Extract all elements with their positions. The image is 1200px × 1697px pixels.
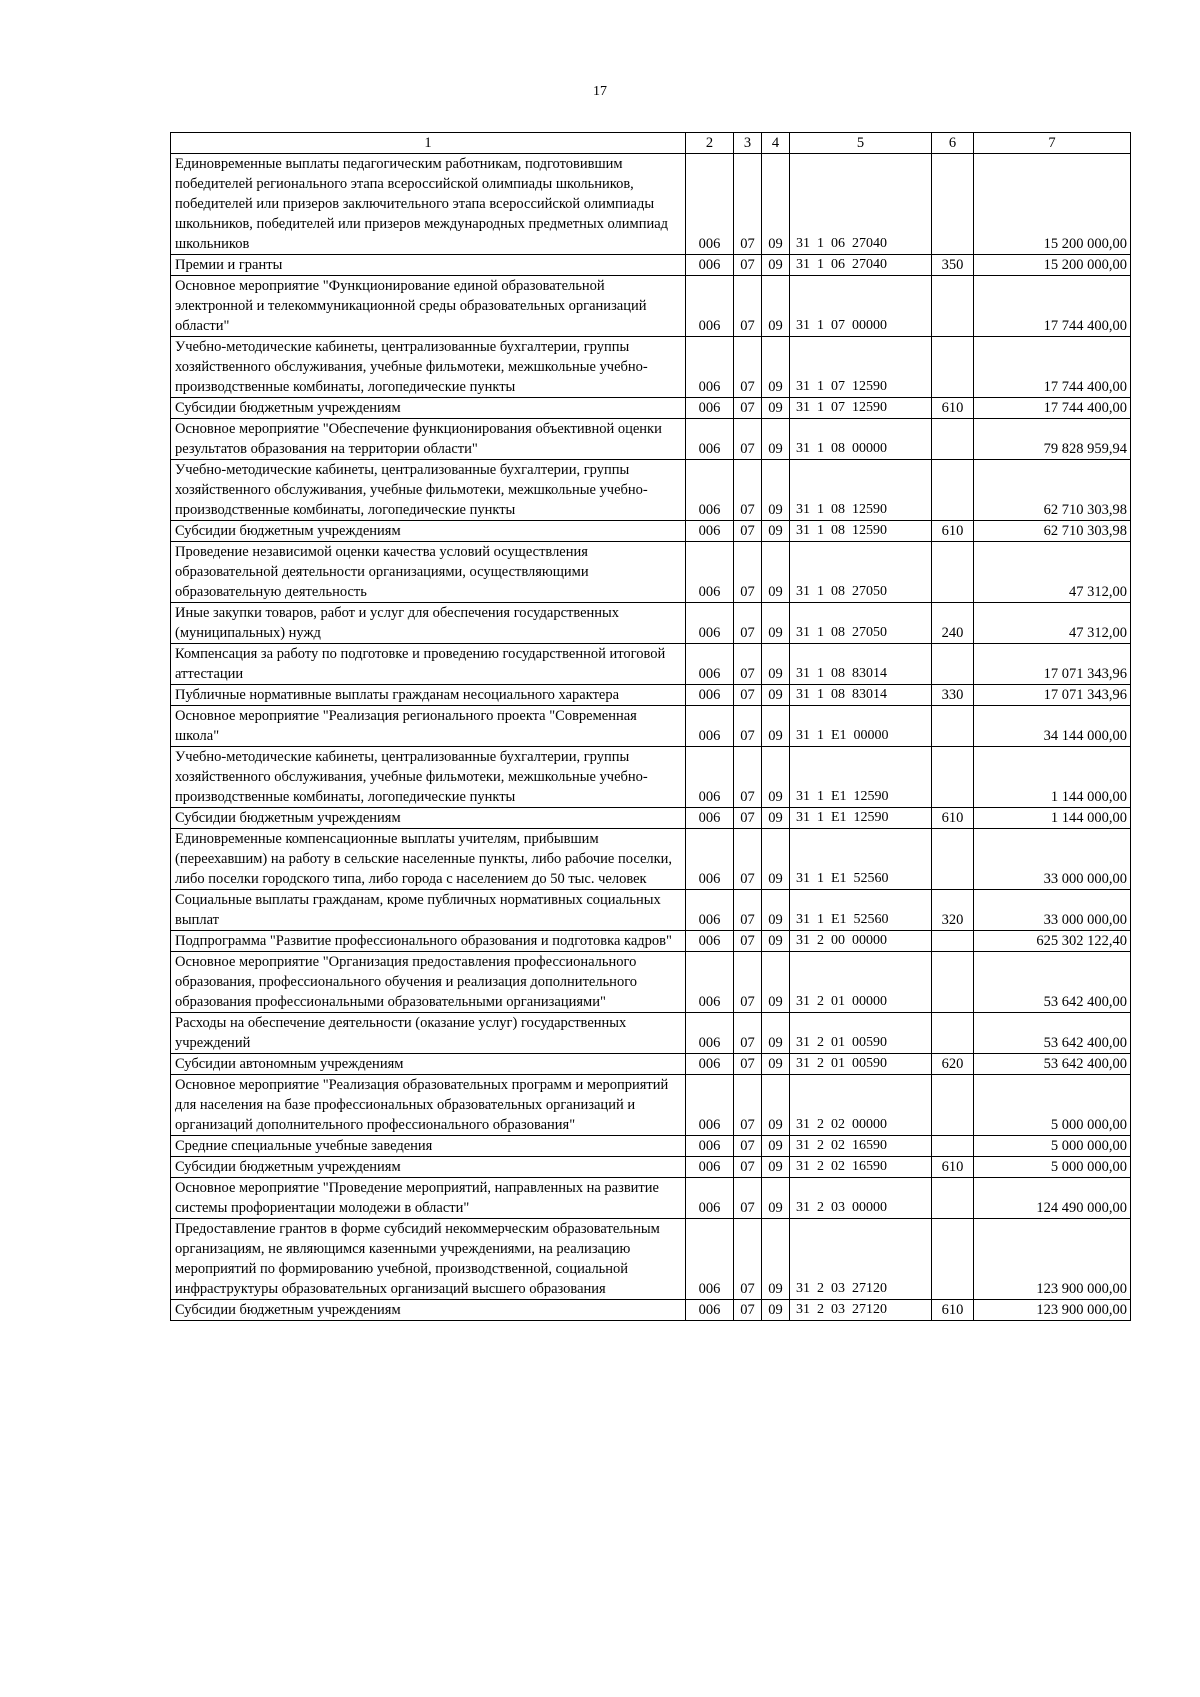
row-pr-cell: 09: [762, 1136, 790, 1157]
row-rz-cell: 07: [734, 706, 762, 747]
row-vr-cell: 610: [932, 808, 974, 829]
row-rz-cell: 07: [734, 1136, 762, 1157]
row-amount-cell: 33 000 000,00: [974, 829, 1131, 890]
page-number: 17: [593, 84, 607, 99]
row-name-cell: Учебно-методические кабинеты, централизованные бухгалтерии, группы хозяйственного обслуживания, учебные фильмотеки, межшкольные учебно-производственные комбинаты, логопедические пункты: [171, 747, 686, 808]
header-cell: 5: [790, 133, 932, 154]
row-name-cell: Основное мероприятие "Реализация регионального проекта "Современная школа": [171, 706, 686, 747]
budget-table: [170, 132, 1131, 1321]
table-row: [171, 460, 1131, 521]
row-gr-cell: 006: [686, 931, 734, 952]
row-csr-cell: 31 1 06 27040: [790, 255, 932, 276]
row-amount-cell: 17 744 400,00: [974, 276, 1131, 337]
row-gr-cell: 006: [686, 154, 734, 255]
row-name-cell: Учебно-методические кабинеты, централизованные бухгалтерии, группы хозяйственного обслуживания, учебные фильмотеки, межшкольные учебно-производственные комбинаты, логопедические пункты: [171, 337, 686, 398]
row-name-cell: Предоставление грантов в форме субсидий некоммерческим образовательным организациям, не являющимся казенными учреждениями, на реализацию мероприятий по формированию учебной, производственной, социальной инфраструктуры образовательных организаций высшего образования: [171, 1219, 686, 1300]
row-name-cell: Основное мероприятие "Реализация образовательных программ и мероприятий для населения на базе профессиональных образовательных организаций и организаций дополнительного профессионального образования": [171, 1075, 686, 1136]
row-rz-cell: 07: [734, 337, 762, 398]
row-vr-cell: 610: [932, 1157, 974, 1178]
row-csr-cell: 31 1 08 27050: [790, 542, 932, 603]
row-pr-cell: 09: [762, 154, 790, 255]
row-vr-cell: [932, 931, 974, 952]
row-gr-cell: 006: [686, 1013, 734, 1054]
row-name-cell: Субсидии бюджетным учреждениям: [171, 521, 686, 542]
row-vr-cell: [932, 644, 974, 685]
row-gr-cell: 006: [686, 521, 734, 542]
row-rz-cell: 07: [734, 808, 762, 829]
row-gr-cell: 006: [686, 1157, 734, 1178]
row-gr-cell: 006: [686, 1136, 734, 1157]
row-gr-cell: 006: [686, 808, 734, 829]
row-gr-cell: 006: [686, 706, 734, 747]
row-pr-cell: 09: [762, 460, 790, 521]
header-cell: 7: [974, 133, 1131, 154]
row-gr-cell: 006: [686, 1219, 734, 1300]
table-row: [171, 603, 1131, 644]
row-name-cell: Субсидии бюджетным учреждениям: [171, 398, 686, 419]
row-pr-cell: 09: [762, 1300, 790, 1321]
row-pr-cell: 09: [762, 398, 790, 419]
row-pr-cell: 09: [762, 542, 790, 603]
row-gr-cell: 006: [686, 460, 734, 521]
row-pr-cell: 09: [762, 952, 790, 1013]
row-rz-cell: 07: [734, 685, 762, 706]
row-vr-cell: [932, 542, 974, 603]
row-rz-cell: 07: [734, 931, 762, 952]
row-amount-cell: 17 744 400,00: [974, 337, 1131, 398]
row-amount-cell: 5 000 000,00: [974, 1157, 1131, 1178]
row-csr-cell: 31 2 02 16590: [790, 1136, 932, 1157]
row-rz-cell: 07: [734, 154, 762, 255]
row-csr-cell: 31 1 E1 12590: [790, 747, 932, 808]
row-vr-cell: 610: [932, 1300, 974, 1321]
row-amount-cell: 53 642 400,00: [974, 1054, 1131, 1075]
row-name-cell: Основное мероприятие "Проведение мероприятий, направленных на развитие системы профориентации молодежи в области": [171, 1178, 686, 1219]
row-amount-cell: 625 302 122,40: [974, 931, 1131, 952]
row-csr-cell: 31 2 02 16590: [790, 1157, 932, 1178]
table-row: [171, 952, 1131, 1013]
row-pr-cell: 09: [762, 685, 790, 706]
row-pr-cell: 09: [762, 747, 790, 808]
row-pr-cell: 09: [762, 337, 790, 398]
row-gr-cell: 006: [686, 255, 734, 276]
row-csr-cell: 31 2 03 00000: [790, 1178, 932, 1219]
row-pr-cell: 09: [762, 644, 790, 685]
row-pr-cell: 09: [762, 1054, 790, 1075]
row-gr-cell: 006: [686, 1075, 734, 1136]
row-rz-cell: 07: [734, 829, 762, 890]
row-csr-cell: 31 1 E1 52560: [790, 829, 932, 890]
row-amount-cell: 53 642 400,00: [974, 1013, 1131, 1054]
row-amount-cell: 62 710 303,98: [974, 460, 1131, 521]
row-amount-cell: 5 000 000,00: [974, 1075, 1131, 1136]
row-name-cell: Социальные выплаты гражданам, кроме публичных нормативных социальных выплат: [171, 890, 686, 931]
row-amount-cell: 17 071 343,96: [974, 644, 1131, 685]
row-gr-cell: 006: [686, 398, 734, 419]
row-pr-cell: 09: [762, 1013, 790, 1054]
row-gr-cell: 006: [686, 1300, 734, 1321]
row-name-cell: Подпрограмма "Развитие профессионального образования и подготовка кадров": [171, 931, 686, 952]
row-rz-cell: 07: [734, 255, 762, 276]
row-vr-cell: [932, 460, 974, 521]
row-vr-cell: [932, 829, 974, 890]
row-name-cell: Учебно-методические кабинеты, централизованные бухгалтерии, группы хозяйственного обслуживания, учебные фильмотеки, межшкольные учебно-производственные комбинаты, логопедические пункты: [171, 460, 686, 521]
row-gr-cell: 006: [686, 276, 734, 337]
table-row: [171, 1054, 1131, 1075]
row-name-cell: Субсидии бюджетным учреждениям: [171, 1157, 686, 1178]
row-name-cell: Основное мероприятие "Обеспечение функционирования объективной оценки результатов образования на территории области": [171, 419, 686, 460]
row-pr-cell: 09: [762, 706, 790, 747]
row-rz-cell: 07: [734, 890, 762, 931]
row-name-cell: Субсидии бюджетным учреждениям: [171, 1300, 686, 1321]
table-row: [171, 1075, 1131, 1136]
row-rz-cell: 07: [734, 276, 762, 337]
row-pr-cell: 09: [762, 829, 790, 890]
table-row: [171, 808, 1131, 829]
row-vr-cell: [932, 1219, 974, 1300]
row-pr-cell: 09: [762, 603, 790, 644]
table-row: [171, 521, 1131, 542]
row-name-cell: Субсидии автономным учреждениям: [171, 1054, 686, 1075]
table-row: [171, 706, 1131, 747]
row-csr-cell: 31 1 E1 52560: [790, 890, 932, 931]
row-vr-cell: 620: [932, 1054, 974, 1075]
row-vr-cell: [932, 1013, 974, 1054]
header-cell: 2: [686, 133, 734, 154]
row-pr-cell: 09: [762, 521, 790, 542]
row-name-cell: Единовременные компенсационные выплаты учителям, прибывшим (переехавшим) на работу в сельские населенные пункты, либо рабочие поселки, либо поселки городского типа, либо города с населением до 50 тыс. человек: [171, 829, 686, 890]
row-pr-cell: 09: [762, 1178, 790, 1219]
row-pr-cell: 09: [762, 931, 790, 952]
table-row: [171, 398, 1131, 419]
row-amount-cell: 15 200 000,00: [974, 154, 1131, 255]
row-gr-cell: 006: [686, 542, 734, 603]
row-name-cell: Компенсация за работу по подготовке и проведению государственной итоговой аттестации: [171, 644, 686, 685]
row-gr-cell: 006: [686, 747, 734, 808]
row-gr-cell: 006: [686, 603, 734, 644]
row-csr-cell: 31 1 08 27050: [790, 603, 932, 644]
row-gr-cell: 006: [686, 419, 734, 460]
row-name-cell: Проведение независимой оценки качества условий осуществления образовательной деятельности организациями, осуществляющими образовательную деятельность: [171, 542, 686, 603]
row-rz-cell: 07: [734, 1178, 762, 1219]
header-cell: 6: [932, 133, 974, 154]
row-name-cell: Иные закупки товаров, работ и услуг для обеспечения государственных (муниципальных) нужд: [171, 603, 686, 644]
row-vr-cell: [932, 952, 974, 1013]
row-gr-cell: 006: [686, 1054, 734, 1075]
row-rz-cell: 07: [734, 398, 762, 419]
row-amount-cell: 17 744 400,00: [974, 398, 1131, 419]
row-name-cell: Премии и гранты: [171, 255, 686, 276]
row-gr-cell: 006: [686, 337, 734, 398]
table-row: [171, 747, 1131, 808]
row-pr-cell: 09: [762, 808, 790, 829]
table-row: [171, 931, 1131, 952]
table-row: [171, 255, 1131, 276]
row-csr-cell: 31 2 03 27120: [790, 1300, 932, 1321]
row-pr-cell: 09: [762, 1157, 790, 1178]
row-csr-cell: 31 1 06 27040: [790, 154, 932, 255]
row-pr-cell: 09: [762, 890, 790, 931]
table-row: [171, 1136, 1131, 1157]
row-amount-cell: 53 642 400,00: [974, 952, 1131, 1013]
header-cell: 4: [762, 133, 790, 154]
table-row: [171, 542, 1131, 603]
row-vr-cell: [932, 337, 974, 398]
row-vr-cell: 320: [932, 890, 974, 931]
row-vr-cell: [932, 1178, 974, 1219]
row-amount-cell: 5 000 000,00: [974, 1136, 1131, 1157]
row-pr-cell: 09: [762, 255, 790, 276]
row-csr-cell: 31 1 08 12590: [790, 521, 932, 542]
table-row: [171, 276, 1131, 337]
row-csr-cell: 31 2 03 27120: [790, 1219, 932, 1300]
row-name-cell: Единовременные выплаты педагогическим работникам, подготовившим победителей регионального этапа всероссийской олимпиады школьников, победителей или призеров заключительного этапа всероссийской олимпиады школьников, победителей или призеров международных предметных олимпиад школьников: [171, 154, 686, 255]
row-rz-cell: 07: [734, 747, 762, 808]
row-csr-cell: 31 1 07 12590: [790, 337, 932, 398]
row-csr-cell: 31 1 08 83014: [790, 685, 932, 706]
row-vr-cell: [932, 747, 974, 808]
row-vr-cell: [932, 154, 974, 255]
row-csr-cell: 31 1 08 83014: [790, 644, 932, 685]
row-vr-cell: [932, 1075, 974, 1136]
row-pr-cell: 09: [762, 276, 790, 337]
row-name-cell: Основное мероприятие "Организация предоставления профессионального образования, профессионального обучения и реализация дополнительного образования профессиональными образовательными организациями": [171, 952, 686, 1013]
row-amount-cell: 62 710 303,98: [974, 521, 1131, 542]
row-rz-cell: 07: [734, 542, 762, 603]
row-csr-cell: 31 1 08 12590: [790, 460, 932, 521]
row-amount-cell: 47 312,00: [974, 542, 1131, 603]
row-vr-cell: 350: [932, 255, 974, 276]
row-name-cell: Средние специальные учебные заведения: [171, 1136, 686, 1157]
row-amount-cell: 123 900 000,00: [974, 1300, 1131, 1321]
table-row: [171, 1178, 1131, 1219]
row-rz-cell: 07: [734, 1013, 762, 1054]
row-vr-cell: [932, 1136, 974, 1157]
row-name-cell: Субсидии бюджетным учреждениям: [171, 808, 686, 829]
row-rz-cell: 07: [734, 1054, 762, 1075]
row-amount-cell: 17 071 343,96: [974, 685, 1131, 706]
row-amount-cell: 15 200 000,00: [974, 255, 1131, 276]
table-header-row: [171, 133, 1131, 154]
row-rz-cell: 07: [734, 419, 762, 460]
row-rz-cell: 07: [734, 952, 762, 1013]
header-cell: 1: [171, 133, 686, 154]
row-pr-cell: 09: [762, 1075, 790, 1136]
row-vr-cell: [932, 276, 974, 337]
row-name-cell: Расходы на обеспечение деятельности (оказание услуг) государственных учреждений: [171, 1013, 686, 1054]
row-gr-cell: 006: [686, 890, 734, 931]
row-vr-cell: [932, 419, 974, 460]
row-vr-cell: [932, 706, 974, 747]
row-vr-cell: 610: [932, 398, 974, 419]
row-amount-cell: 79 828 959,94: [974, 419, 1131, 460]
row-vr-cell: 240: [932, 603, 974, 644]
table-row: [171, 1300, 1131, 1321]
row-gr-cell: 006: [686, 644, 734, 685]
row-csr-cell: 31 1 07 00000: [790, 276, 932, 337]
row-pr-cell: 09: [762, 419, 790, 460]
row-amount-cell: 123 900 000,00: [974, 1219, 1131, 1300]
row-rz-cell: 07: [734, 1300, 762, 1321]
row-csr-cell: 31 1 E1 12590: [790, 808, 932, 829]
row-amount-cell: 34 144 000,00: [974, 706, 1131, 747]
row-rz-cell: 07: [734, 1075, 762, 1136]
table-row: [171, 337, 1131, 398]
table-row: [171, 685, 1131, 706]
row-csr-cell: 31 1 08 00000: [790, 419, 932, 460]
row-csr-cell: 31 1 07 12590: [790, 398, 932, 419]
row-gr-cell: 006: [686, 685, 734, 706]
header-cell: 3: [734, 133, 762, 154]
table-row: [171, 1157, 1131, 1178]
row-amount-cell: 47 312,00: [974, 603, 1131, 644]
row-name-cell: Основное мероприятие "Функционирование единой образовательной электронной и телекоммуникационной среды образовательных организаций области": [171, 276, 686, 337]
table-row: [171, 1219, 1131, 1300]
row-amount-cell: 1 144 000,00: [974, 808, 1131, 829]
table-row: [171, 829, 1131, 890]
row-rz-cell: 07: [734, 644, 762, 685]
row-csr-cell: 31 2 00 00000: [790, 931, 932, 952]
row-gr-cell: 006: [686, 1178, 734, 1219]
row-csr-cell: 31 1 E1 00000: [790, 706, 932, 747]
table-row: [171, 154, 1131, 255]
row-gr-cell: 006: [686, 952, 734, 1013]
row-amount-cell: 124 490 000,00: [974, 1178, 1131, 1219]
row-rz-cell: 07: [734, 460, 762, 521]
row-csr-cell: 31 2 01 00590: [790, 1013, 932, 1054]
row-csr-cell: 31 2 02 00000: [790, 1075, 932, 1136]
row-rz-cell: 07: [734, 1219, 762, 1300]
row-name-cell: Публичные нормативные выплаты гражданам несоциального характера: [171, 685, 686, 706]
row-csr-cell: 31 2 01 00000: [790, 952, 932, 1013]
row-vr-cell: 330: [932, 685, 974, 706]
row-gr-cell: 006: [686, 829, 734, 890]
table-row: [171, 890, 1131, 931]
table-row: [171, 1013, 1131, 1054]
row-vr-cell: 610: [932, 521, 974, 542]
row-rz-cell: 07: [734, 1157, 762, 1178]
row-pr-cell: 09: [762, 1219, 790, 1300]
table-row: [171, 644, 1131, 685]
row-amount-cell: 1 144 000,00: [974, 747, 1131, 808]
row-rz-cell: 07: [734, 603, 762, 644]
row-rz-cell: 07: [734, 521, 762, 542]
row-csr-cell: 31 2 01 00590: [790, 1054, 932, 1075]
table-row: [171, 419, 1131, 460]
row-amount-cell: 33 000 000,00: [974, 890, 1131, 931]
